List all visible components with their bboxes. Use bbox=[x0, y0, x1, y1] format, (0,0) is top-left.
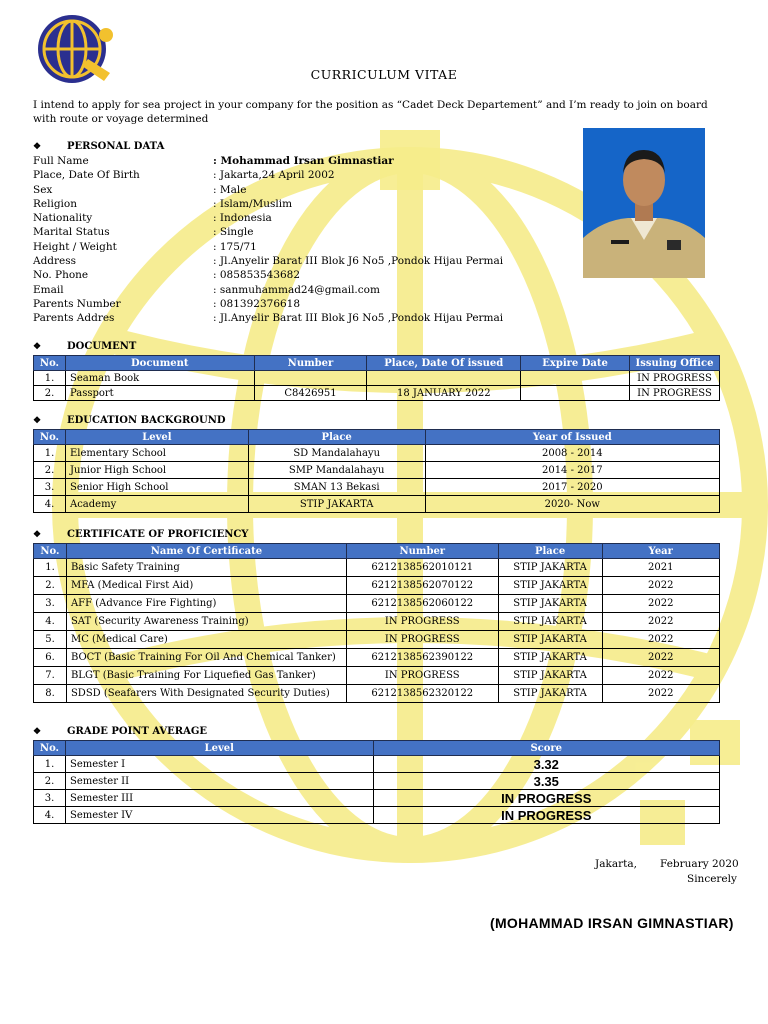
personal-data-label: Email bbox=[33, 283, 64, 296]
table-row bbox=[34, 807, 720, 824]
table-row bbox=[34, 756, 720, 773]
personal-data-row bbox=[33, 183, 583, 197]
table-cell bbox=[367, 371, 521, 386]
table-cell: Basic Safety Training bbox=[66, 559, 346, 577]
table-cell: 18 JANUARY 2022 bbox=[367, 386, 521, 401]
column-header: Name Of Certificate bbox=[66, 544, 346, 559]
table-cell: IN PROGRESS bbox=[346, 631, 498, 649]
table-cell: STIP JAKARTA bbox=[248, 496, 425, 513]
personal-data-value: : Jl.Anyelir Barat III Blok J6 No5 ,Pondok Hijau Permai bbox=[213, 255, 504, 268]
table-cell bbox=[521, 386, 630, 401]
personal-data-label: Religion bbox=[33, 197, 77, 210]
table-cell: 2020- Now bbox=[425, 496, 719, 513]
table-cell: 2017 - 2020 bbox=[425, 479, 719, 496]
column-header: Score bbox=[373, 741, 720, 756]
section-education-heading: ❖ EDUCATION BACKGROUND bbox=[33, 415, 226, 426]
table-row bbox=[34, 667, 720, 685]
table-cell: 2014 - 2017 bbox=[425, 462, 719, 479]
personal-data-row bbox=[33, 268, 583, 282]
personal-data-label: No. Phone bbox=[33, 269, 89, 282]
column-header: No. bbox=[34, 430, 66, 445]
table-cell: 6. bbox=[34, 649, 67, 667]
personal-data-row bbox=[33, 283, 583, 297]
table-cell: 4. bbox=[34, 613, 67, 631]
bullet-diamond-icon: ❖ bbox=[33, 416, 42, 426]
table-cell: 6212138562070122 bbox=[346, 577, 498, 595]
table-cell: 2022 bbox=[602, 667, 720, 685]
table-cell: 4. bbox=[34, 807, 66, 824]
table-cell: AFF (Advance Fire Fighting) bbox=[66, 595, 346, 613]
table-cell: STIP JAKARTA bbox=[498, 685, 602, 703]
table-cell: 5. bbox=[34, 631, 67, 649]
column-header: Expire Date bbox=[521, 356, 630, 371]
personal-data-label: Address bbox=[33, 255, 77, 268]
personal-data-value: : Mohammad Irsan Gimnastiar bbox=[213, 155, 394, 167]
document-table bbox=[33, 355, 720, 401]
column-header: Level bbox=[65, 741, 373, 756]
personal-data-label: Parents Number bbox=[33, 297, 121, 310]
table-cell: 2022 bbox=[602, 595, 720, 613]
table-cell: 4. bbox=[34, 496, 66, 513]
column-header: Year bbox=[602, 544, 720, 559]
table-cell: 2. bbox=[34, 577, 67, 595]
table-cell: 2021 bbox=[602, 559, 720, 577]
column-header: Place bbox=[498, 544, 602, 559]
table-cell: IN PROGRESS bbox=[346, 613, 498, 631]
personal-data-value: : 081392376618 bbox=[213, 297, 301, 310]
document-title: CURRICULUM VITAE bbox=[310, 67, 458, 82]
table-cell: STIP JAKARTA bbox=[498, 631, 602, 649]
table-row bbox=[34, 595, 720, 613]
table-cell: Senior High School bbox=[65, 479, 248, 496]
personal-data-label: Sex bbox=[33, 183, 53, 196]
personal-data-row bbox=[33, 297, 583, 311]
table-cell: Junior High School bbox=[65, 462, 248, 479]
table-cell: STIP JAKARTA bbox=[498, 595, 602, 613]
bullet-diamond-icon: ❖ bbox=[33, 727, 42, 737]
column-header: Place bbox=[248, 430, 425, 445]
table-cell: SAT (Security Awareness Training) bbox=[66, 613, 346, 631]
personal-data-row bbox=[33, 254, 583, 268]
table-cell: 3.32 bbox=[373, 756, 720, 773]
bullet-diamond-icon: ❖ bbox=[33, 530, 42, 540]
table-cell: 3. bbox=[34, 595, 67, 613]
personal-data-value: : 175/71 bbox=[213, 240, 257, 253]
profile-photo bbox=[583, 128, 705, 278]
column-header: No. bbox=[34, 741, 66, 756]
column-header: Issuing Office bbox=[629, 356, 719, 371]
table-row bbox=[34, 445, 720, 462]
column-header: No. bbox=[34, 356, 66, 371]
table-cell: 6212138562390122 bbox=[346, 649, 498, 667]
personal-data-label: Nationality bbox=[33, 212, 93, 225]
column-header: No. bbox=[34, 544, 67, 559]
personal-data-value: : Indonesia bbox=[213, 212, 272, 225]
bullet-diamond-icon: ❖ bbox=[33, 142, 42, 152]
education-table bbox=[33, 429, 720, 513]
table-row bbox=[34, 462, 720, 479]
table-row bbox=[34, 386, 720, 401]
table-cell: 8. bbox=[34, 685, 67, 703]
section-document-heading: ❖ DOCUMENT bbox=[33, 341, 137, 352]
table-cell: 6212138562010121 bbox=[346, 559, 498, 577]
personal-data-row bbox=[33, 168, 583, 182]
personal-data-row bbox=[33, 311, 583, 325]
personal-data-value: : sanmuhammad24@gmail.com bbox=[213, 283, 380, 296]
personal-data-row bbox=[33, 197, 583, 211]
signature-closing: Sincerely bbox=[687, 873, 737, 885]
table-cell: 7. bbox=[34, 667, 67, 685]
table-cell: IN PROGRESS bbox=[373, 807, 720, 824]
table-cell: 3. bbox=[34, 790, 66, 807]
personal-data-row bbox=[33, 154, 583, 168]
table-cell: STIP JAKARTA bbox=[498, 649, 602, 667]
personal-data-row bbox=[33, 211, 583, 225]
intro-paragraph: I intend to apply for sea project in your company for the position as “Cadet Deck Departement” and I’m ready to join on board with route or voyage determined bbox=[33, 99, 708, 125]
table-cell: IN PROGRESS bbox=[346, 667, 498, 685]
column-header: Number bbox=[346, 544, 498, 559]
table-cell: STIP JAKARTA bbox=[498, 559, 602, 577]
personal-data-label: Parents Addres bbox=[33, 312, 115, 325]
table-cell: IN PROGRESS bbox=[373, 790, 720, 807]
table-cell: 2. bbox=[34, 462, 66, 479]
table-row bbox=[34, 631, 720, 649]
column-header: Year of Issued bbox=[425, 430, 719, 445]
table-cell: 1. bbox=[34, 559, 67, 577]
table-cell: 2022 bbox=[602, 649, 720, 667]
table-cell: 1. bbox=[34, 756, 66, 773]
table-cell: Passport bbox=[65, 386, 254, 401]
personal-data-label: Full Name bbox=[33, 155, 89, 167]
table-cell: 2. bbox=[34, 773, 66, 790]
table-cell: Semester III bbox=[65, 790, 373, 807]
table-cell: Elementary School bbox=[65, 445, 248, 462]
table-cell: IN PROGRESS bbox=[629, 386, 719, 401]
table-cell: BLGT (Basic Training For Liquefied Gas Tanker) bbox=[66, 667, 346, 685]
personal-data-label: Height / Weight bbox=[33, 240, 117, 253]
table-cell: 6212138562320122 bbox=[346, 685, 498, 703]
table-cell: IN PROGRESS bbox=[629, 371, 719, 386]
table-cell: 2022 bbox=[602, 631, 720, 649]
personal-data-value: : Jakarta,24 April 2002 bbox=[213, 169, 335, 182]
column-header: Number bbox=[254, 356, 367, 371]
table-cell: Seaman Book bbox=[65, 371, 254, 386]
table-cell: 2022 bbox=[602, 577, 720, 595]
section-certificate-heading: ❖ CERTIFICATE OF PROFICIENCY bbox=[33, 529, 249, 540]
section-personal-heading: ❖ PERSONAL DATA bbox=[33, 141, 165, 152]
gpa-table bbox=[33, 740, 720, 824]
personal-data-value: : Single bbox=[213, 226, 254, 239]
personal-data-label: Marital Status bbox=[33, 226, 110, 239]
bullet-diamond-icon: ❖ bbox=[33, 342, 42, 352]
table-cell: 6212138562060122 bbox=[346, 595, 498, 613]
table-cell: STIP JAKARTA bbox=[498, 667, 602, 685]
column-header: Document bbox=[65, 356, 254, 371]
personal-data-label: Place, Date Of Birth bbox=[33, 169, 140, 182]
personal-data-list bbox=[33, 154, 583, 326]
personal-data-value: : Jl.Anyelir Barat III Blok J6 No5 ,Pondok Hijau Permai bbox=[213, 312, 504, 325]
personal-data-value: : 085853543682 bbox=[213, 269, 301, 282]
table-row bbox=[34, 479, 720, 496]
table-row bbox=[34, 790, 720, 807]
signature-place: Jakarta, bbox=[595, 858, 637, 870]
table-cell: Semester IV bbox=[65, 807, 373, 824]
table-cell: Semester II bbox=[65, 773, 373, 790]
signature-date: February 2020 bbox=[660, 858, 739, 870]
personal-data-row bbox=[33, 225, 583, 239]
signer-name: (MOHAMMAD IRSAN GIMNASTIAR) bbox=[490, 915, 734, 931]
table-cell: STIP JAKARTA bbox=[498, 613, 602, 631]
table-cell: 2. bbox=[34, 386, 66, 401]
table-cell: 1. bbox=[34, 371, 66, 386]
table-cell: 3. bbox=[34, 479, 66, 496]
table-cell: 3.35 bbox=[373, 773, 720, 790]
table-cell: SD Mandalahayu bbox=[248, 445, 425, 462]
table-cell: 2008 - 2014 bbox=[425, 445, 719, 462]
table-row bbox=[34, 613, 720, 631]
table-cell: C8426951 bbox=[254, 386, 367, 401]
personal-data-row bbox=[33, 240, 583, 254]
table-row bbox=[34, 371, 720, 386]
table-cell bbox=[521, 371, 630, 386]
table-cell: Academy bbox=[65, 496, 248, 513]
column-header: Level bbox=[65, 430, 248, 445]
table-row bbox=[34, 559, 720, 577]
table-row bbox=[34, 577, 720, 595]
table-cell: Semester I bbox=[65, 756, 373, 773]
table-row bbox=[34, 773, 720, 790]
table-cell bbox=[254, 371, 367, 386]
table-cell: BOCT (Basic Training For Oil And Chemical Tanker) bbox=[66, 649, 346, 667]
certificate-table bbox=[33, 543, 720, 703]
table-cell: SMP Mandalahayu bbox=[248, 462, 425, 479]
table-cell: 2022 bbox=[602, 685, 720, 703]
table-cell: 1. bbox=[34, 445, 66, 462]
table-cell: SDSD (Seafarers With Designated Security Duties) bbox=[66, 685, 346, 703]
table-cell: STIP JAKARTA bbox=[498, 577, 602, 595]
table-cell: 2022 bbox=[602, 613, 720, 631]
table-row bbox=[34, 496, 720, 513]
personal-data-value: : Male bbox=[213, 183, 247, 196]
table-cell: MFA (Medical First Aid) bbox=[66, 577, 346, 595]
table-row bbox=[34, 649, 720, 667]
column-header: Place, Date Of issued bbox=[367, 356, 521, 371]
section-gpa-heading: ❖ GRADE POINT AVERAGE bbox=[33, 726, 207, 737]
personal-data-value: : Islam/Muslim bbox=[213, 197, 293, 210]
table-cell: MC (Medical Care) bbox=[66, 631, 346, 649]
table-cell: SMAN 13 Bekasi bbox=[248, 479, 425, 496]
table-row bbox=[34, 685, 720, 703]
